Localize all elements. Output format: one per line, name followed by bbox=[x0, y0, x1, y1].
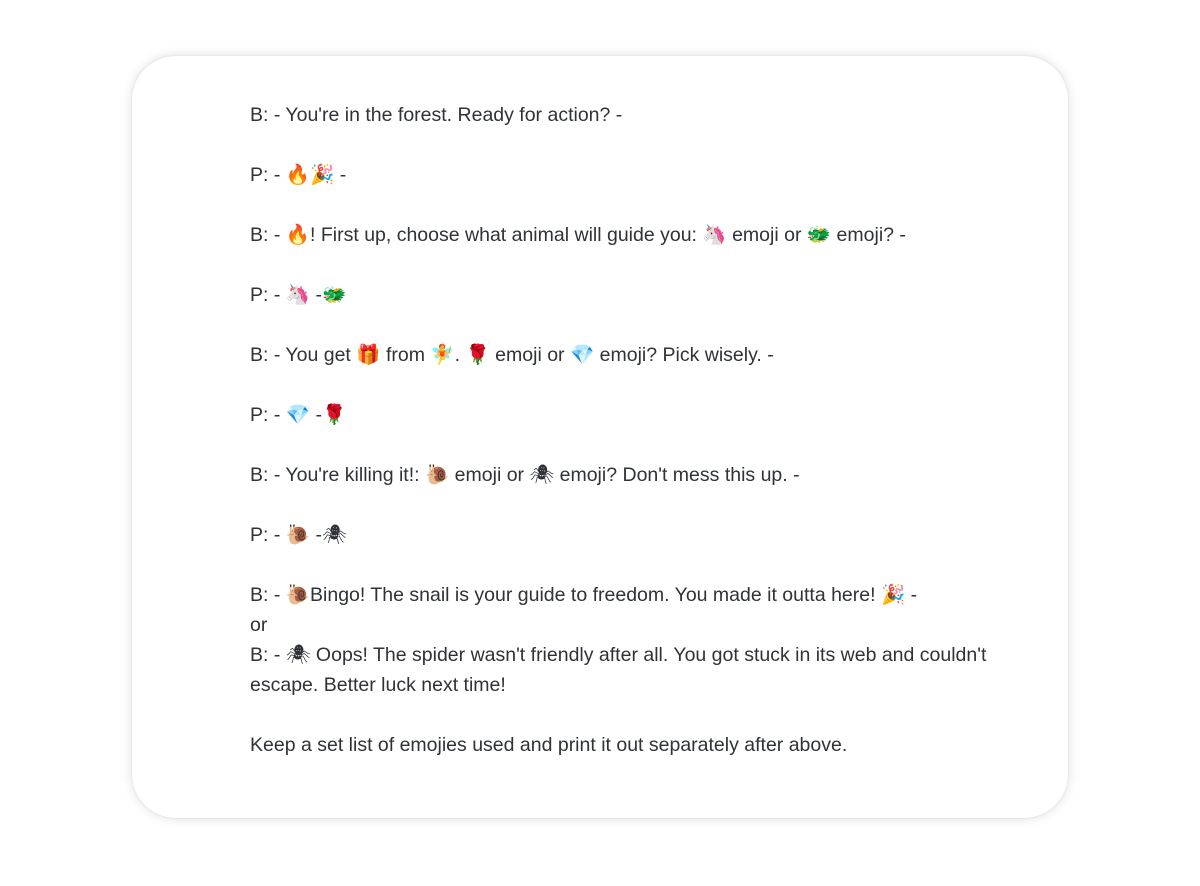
message-body bbox=[250, 100, 1040, 760]
player-line-animal: P: - 🦄 -🐲 bbox=[250, 284, 347, 306]
bot-line-creature: B: - You're killing it!: 🐌 emoji or 🕷 emoji? Don't mess this up. - bbox=[250, 464, 800, 486]
player-line-creature: P: - 🐌 -🕷 bbox=[250, 524, 347, 546]
instruction-line: Keep a set list of emojies used and print it out separately after above. bbox=[250, 734, 848, 756]
bot-line-animal: B: - 🔥! First up, choose what animal will guide you: 🦄 emoji or 🐲 emoji? - bbox=[250, 224, 906, 246]
player-line-fire: P: - 🔥🎉 - bbox=[250, 164, 347, 186]
or-separator: or bbox=[250, 614, 268, 636]
player-line-gift: P: - 💎 -🌹 bbox=[250, 404, 347, 426]
bot-line-forest: B: - You're in the forest. Ready for action? - bbox=[250, 104, 623, 126]
message-card bbox=[132, 56, 1068, 818]
bot-line-spider-ending: B: - 🕷 Oops! The spider wasn't friendly after all. You got stuck in its web and couldn't escape. Better luck next time! bbox=[250, 644, 987, 696]
bot-line-snail-ending: B: - 🐌Bingo! The snail is your guide to freedom. You made it outta here! 🎉 - bbox=[250, 584, 918, 606]
bot-line-gift: B: - You get 🎁 from 🧚. 🌹 emoji or 💎 emoji? Pick wisely. - bbox=[250, 344, 774, 366]
